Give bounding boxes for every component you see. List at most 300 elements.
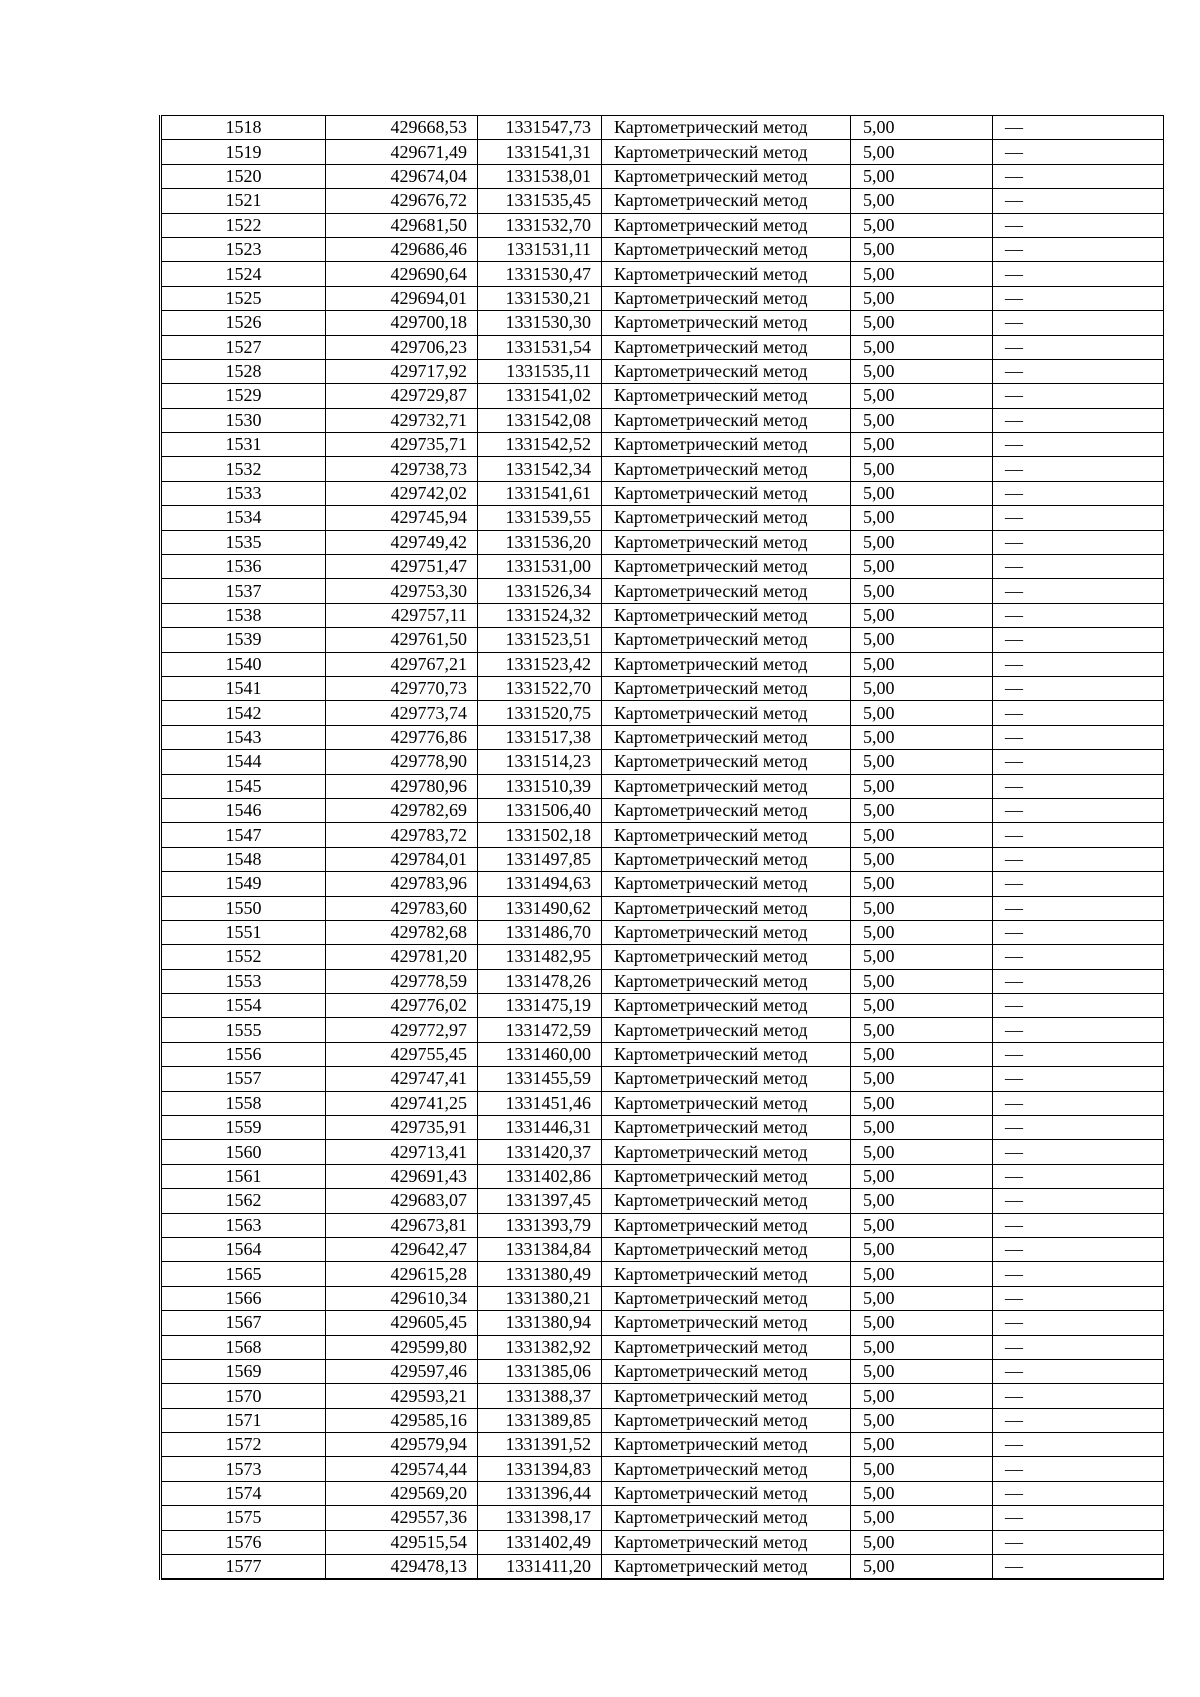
method-cell: Картометрический метод <box>602 140 851 164</box>
y-coordinate-cell: 1331523,42 <box>478 652 602 676</box>
x-coordinate-cell: 429770,73 <box>326 676 478 700</box>
point-number-cell: 1531 <box>161 433 326 457</box>
point-number-cell: 1547 <box>161 823 326 847</box>
method-cell: Картометрический метод <box>602 603 851 627</box>
method-cell: Картометрический метод <box>602 823 851 847</box>
x-coordinate-cell: 429671,49 <box>326 140 478 164</box>
y-coordinate-cell: 1331541,02 <box>478 384 602 408</box>
x-coordinate-cell: 429569,20 <box>326 1481 478 1505</box>
coordinates-table <box>159 115 1164 1580</box>
method-cell: Картометрический метод <box>602 1506 851 1530</box>
method-cell: Картометрический метод <box>602 701 851 725</box>
y-coordinate-cell: 1331538,01 <box>478 164 602 188</box>
table-row <box>161 798 1164 822</box>
accuracy-cell: 5,00 <box>851 286 993 310</box>
accuracy-cell: 5,00 <box>851 481 993 505</box>
x-coordinate-cell: 429767,21 <box>326 652 478 676</box>
accuracy-cell: 5,00 <box>851 311 993 335</box>
point-number-cell: 1541 <box>161 676 326 700</box>
accuracy-cell: 5,00 <box>851 433 993 457</box>
note-cell: — <box>993 1018 1164 1042</box>
point-number-cell: 1558 <box>161 1091 326 1115</box>
accuracy-cell: 5,00 <box>851 408 993 432</box>
y-coordinate-cell: 1331394,83 <box>478 1457 602 1481</box>
accuracy-cell: 5,00 <box>851 189 993 213</box>
x-coordinate-cell: 429690,64 <box>326 262 478 286</box>
accuracy-cell: 5,00 <box>851 823 993 847</box>
note-cell: — <box>993 1433 1164 1457</box>
table-row <box>161 262 1164 286</box>
method-cell: Картометрический метод <box>602 994 851 1018</box>
y-coordinate-cell: 1331490,62 <box>478 896 602 920</box>
table-row <box>161 189 1164 213</box>
method-cell: Картометрический метод <box>602 213 851 237</box>
note-cell: — <box>993 652 1164 676</box>
note-cell: — <box>993 359 1164 383</box>
point-number-cell: 1571 <box>161 1408 326 1432</box>
x-coordinate-cell: 429757,11 <box>326 603 478 627</box>
point-number-cell: 1542 <box>161 701 326 725</box>
y-coordinate-cell: 1331530,30 <box>478 311 602 335</box>
method-cell: Картометрический метод <box>602 847 851 871</box>
note-cell: — <box>993 1506 1164 1530</box>
accuracy-cell: 5,00 <box>851 335 993 359</box>
note-cell: — <box>993 1189 1164 1213</box>
point-number-cell: 1540 <box>161 652 326 676</box>
note-cell: — <box>993 1335 1164 1359</box>
note-cell: — <box>993 262 1164 286</box>
method-cell: Картометрический метод <box>602 189 851 213</box>
point-number-cell: 1557 <box>161 1067 326 1091</box>
accuracy-cell: 5,00 <box>851 1359 993 1383</box>
accuracy-cell: 5,00 <box>851 969 993 993</box>
x-coordinate-cell: 429642,47 <box>326 1237 478 1261</box>
table-row <box>161 725 1164 749</box>
point-number-cell: 1555 <box>161 1018 326 1042</box>
y-coordinate-cell: 1331547,73 <box>478 116 602 140</box>
point-number-cell: 1564 <box>161 1237 326 1261</box>
method-cell: Картометрический метод <box>602 408 851 432</box>
accuracy-cell: 5,00 <box>851 1262 993 1286</box>
method-cell: Картометрический метод <box>602 433 851 457</box>
point-number-cell: 1538 <box>161 603 326 627</box>
y-coordinate-cell: 1331478,26 <box>478 969 602 993</box>
point-number-cell: 1550 <box>161 896 326 920</box>
point-number-cell: 1536 <box>161 555 326 579</box>
point-number-cell: 1548 <box>161 847 326 871</box>
note-cell: — <box>993 603 1164 627</box>
method-cell: Картометрический метод <box>602 1018 851 1042</box>
x-coordinate-cell: 429691,43 <box>326 1164 478 1188</box>
accuracy-cell: 5,00 <box>851 530 993 554</box>
method-cell: Картометрический метод <box>602 311 851 335</box>
x-coordinate-cell: 429784,01 <box>326 847 478 871</box>
accuracy-cell: 5,00 <box>851 652 993 676</box>
note-cell: — <box>993 213 1164 237</box>
point-number-cell: 1533 <box>161 481 326 505</box>
point-number-cell: 1572 <box>161 1433 326 1457</box>
note-cell: — <box>993 1481 1164 1505</box>
y-coordinate-cell: 1331380,94 <box>478 1311 602 1335</box>
y-coordinate-cell: 1331497,85 <box>478 847 602 871</box>
table-row <box>161 1359 1164 1383</box>
method-cell: Картометрический метод <box>602 506 851 530</box>
table-row <box>161 823 1164 847</box>
x-coordinate-cell: 429717,92 <box>326 359 478 383</box>
note-cell: — <box>993 1164 1164 1188</box>
y-coordinate-cell: 1331402,49 <box>478 1530 602 1554</box>
method-cell: Картометрический метод <box>602 896 851 920</box>
y-coordinate-cell: 1331520,75 <box>478 701 602 725</box>
point-number-cell: 1521 <box>161 189 326 213</box>
x-coordinate-cell: 429676,72 <box>326 189 478 213</box>
y-coordinate-cell: 1331455,59 <box>478 1067 602 1091</box>
point-number-cell: 1576 <box>161 1530 326 1554</box>
table-row <box>161 603 1164 627</box>
table-row <box>161 506 1164 530</box>
accuracy-cell: 5,00 <box>851 872 993 896</box>
x-coordinate-cell: 429605,45 <box>326 1311 478 1335</box>
point-number-cell: 1552 <box>161 945 326 969</box>
x-coordinate-cell: 429753,30 <box>326 579 478 603</box>
x-coordinate-cell: 429668,53 <box>326 116 478 140</box>
y-coordinate-cell: 1331398,17 <box>478 1506 602 1530</box>
note-cell: — <box>993 774 1164 798</box>
point-number-cell: 1553 <box>161 969 326 993</box>
x-coordinate-cell: 429597,46 <box>326 1359 478 1383</box>
table-row <box>161 311 1164 335</box>
x-coordinate-cell: 429674,04 <box>326 164 478 188</box>
method-cell: Картометрический метод <box>602 774 851 798</box>
table-row <box>161 969 1164 993</box>
accuracy-cell: 5,00 <box>851 1042 993 1066</box>
table-row <box>161 1335 1164 1359</box>
method-cell: Картометрический метод <box>602 1457 851 1481</box>
point-number-cell: 1526 <box>161 311 326 335</box>
accuracy-cell: 5,00 <box>851 994 993 1018</box>
y-coordinate-cell: 1331502,18 <box>478 823 602 847</box>
y-coordinate-cell: 1331380,21 <box>478 1286 602 1310</box>
y-coordinate-cell: 1331531,54 <box>478 335 602 359</box>
table-row <box>161 994 1164 1018</box>
table-row <box>161 1140 1164 1164</box>
method-cell: Картометрический метод <box>602 530 851 554</box>
x-coordinate-cell: 429732,71 <box>326 408 478 432</box>
note-cell: — <box>993 1140 1164 1164</box>
note-cell: — <box>993 823 1164 847</box>
y-coordinate-cell: 1331494,63 <box>478 872 602 896</box>
y-coordinate-cell: 1331397,45 <box>478 1189 602 1213</box>
x-coordinate-cell: 429593,21 <box>326 1384 478 1408</box>
method-cell: Картометрический метод <box>602 1335 851 1359</box>
note-cell: — <box>993 481 1164 505</box>
note-cell: — <box>993 1091 1164 1115</box>
table-row <box>161 384 1164 408</box>
accuracy-cell: 5,00 <box>851 1335 993 1359</box>
y-coordinate-cell: 1331382,92 <box>478 1335 602 1359</box>
x-coordinate-cell: 429741,25 <box>326 1091 478 1115</box>
point-number-cell: 1537 <box>161 579 326 603</box>
y-coordinate-cell: 1331535,11 <box>478 359 602 383</box>
table-row <box>161 457 1164 481</box>
accuracy-cell: 5,00 <box>851 262 993 286</box>
method-cell: Картометрический метод <box>602 1237 851 1261</box>
note-cell: — <box>993 408 1164 432</box>
y-coordinate-cell: 1331522,70 <box>478 676 602 700</box>
accuracy-cell: 5,00 <box>851 676 993 700</box>
x-coordinate-cell: 429776,86 <box>326 725 478 749</box>
y-coordinate-cell: 1331420,37 <box>478 1140 602 1164</box>
accuracy-cell: 5,00 <box>851 750 993 774</box>
table-row <box>161 652 1164 676</box>
point-number-cell: 1562 <box>161 1189 326 1213</box>
note-cell: — <box>993 1042 1164 1066</box>
accuracy-cell: 5,00 <box>851 920 993 944</box>
x-coordinate-cell: 429706,23 <box>326 335 478 359</box>
coordinates-table-body <box>161 116 1164 1580</box>
x-coordinate-cell: 429713,41 <box>326 1140 478 1164</box>
method-cell: Картометрический метод <box>602 1213 851 1237</box>
method-cell: Картометрический метод <box>602 1384 851 1408</box>
table-row <box>161 1067 1164 1091</box>
method-cell: Картометрический метод <box>602 725 851 749</box>
method-cell: Картометрический метод <box>602 750 851 774</box>
accuracy-cell: 5,00 <box>851 1164 993 1188</box>
y-coordinate-cell: 1331526,34 <box>478 579 602 603</box>
point-number-cell: 1519 <box>161 140 326 164</box>
y-coordinate-cell: 1331530,21 <box>478 286 602 310</box>
accuracy-cell: 5,00 <box>851 1237 993 1261</box>
x-coordinate-cell: 429745,94 <box>326 506 478 530</box>
x-coordinate-cell: 429749,42 <box>326 530 478 554</box>
point-number-cell: 1522 <box>161 213 326 237</box>
accuracy-cell: 5,00 <box>851 359 993 383</box>
table-row <box>161 1384 1164 1408</box>
table-row <box>161 530 1164 554</box>
method-cell: Картометрический метод <box>602 1042 851 1066</box>
y-coordinate-cell: 1331524,32 <box>478 603 602 627</box>
method-cell: Картометрический метод <box>602 628 851 652</box>
y-coordinate-cell: 1331475,19 <box>478 994 602 1018</box>
x-coordinate-cell: 429700,18 <box>326 311 478 335</box>
table-row <box>161 237 1164 261</box>
accuracy-cell: 5,00 <box>851 1408 993 1432</box>
method-cell: Картометрический метод <box>602 652 851 676</box>
point-number-cell: 1524 <box>161 262 326 286</box>
table-row <box>161 896 1164 920</box>
note-cell: — <box>993 1213 1164 1237</box>
accuracy-cell: 5,00 <box>851 579 993 603</box>
x-coordinate-cell: 429585,16 <box>326 1408 478 1432</box>
accuracy-cell: 5,00 <box>851 1433 993 1457</box>
note-cell: — <box>993 750 1164 774</box>
note-cell: — <box>993 896 1164 920</box>
x-coordinate-cell: 429610,34 <box>326 1286 478 1310</box>
table-row <box>161 1530 1164 1554</box>
y-coordinate-cell: 1331517,38 <box>478 725 602 749</box>
point-number-cell: 1529 <box>161 384 326 408</box>
method-cell: Картометрический метод <box>602 1116 851 1140</box>
x-coordinate-cell: 429780,96 <box>326 774 478 798</box>
point-number-cell: 1565 <box>161 1262 326 1286</box>
note-cell: — <box>993 725 1164 749</box>
table-row <box>161 1262 1164 1286</box>
x-coordinate-cell: 429557,36 <box>326 1506 478 1530</box>
point-number-cell: 1520 <box>161 164 326 188</box>
x-coordinate-cell: 429761,50 <box>326 628 478 652</box>
method-cell: Картометрический метод <box>602 164 851 188</box>
table-row <box>161 676 1164 700</box>
table-row <box>161 1164 1164 1188</box>
method-cell: Картометрический метод <box>602 676 851 700</box>
table-row <box>161 213 1164 237</box>
note-cell: — <box>993 969 1164 993</box>
y-coordinate-cell: 1331486,70 <box>478 920 602 944</box>
note-cell: — <box>993 335 1164 359</box>
accuracy-cell: 5,00 <box>851 213 993 237</box>
accuracy-cell: 5,00 <box>851 1018 993 1042</box>
note-cell: — <box>993 847 1164 871</box>
accuracy-cell: 5,00 <box>851 1140 993 1164</box>
x-coordinate-cell: 429772,97 <box>326 1018 478 1042</box>
method-cell: Картометрический метод <box>602 384 851 408</box>
accuracy-cell: 5,00 <box>851 1555 993 1580</box>
table-row <box>161 481 1164 505</box>
note-cell: — <box>993 555 1164 579</box>
accuracy-cell: 5,00 <box>851 457 993 481</box>
note-cell: — <box>993 189 1164 213</box>
method-cell: Картометрический метод <box>602 798 851 822</box>
table-row <box>161 1433 1164 1457</box>
note-cell: — <box>993 1262 1164 1286</box>
table-row <box>161 1457 1164 1481</box>
y-coordinate-cell: 1331542,34 <box>478 457 602 481</box>
accuracy-cell: 5,00 <box>851 1311 993 1335</box>
note-cell: — <box>993 164 1164 188</box>
accuracy-cell: 5,00 <box>851 1213 993 1237</box>
note-cell: — <box>993 628 1164 652</box>
method-cell: Картометрический метод <box>602 920 851 944</box>
x-coordinate-cell: 429755,45 <box>326 1042 478 1066</box>
y-coordinate-cell: 1331532,70 <box>478 213 602 237</box>
table-row <box>161 359 1164 383</box>
point-number-cell: 1570 <box>161 1384 326 1408</box>
note-cell: — <box>993 1457 1164 1481</box>
x-coordinate-cell: 429783,60 <box>326 896 478 920</box>
accuracy-cell: 5,00 <box>851 1457 993 1481</box>
method-cell: Картометрический метод <box>602 1067 851 1091</box>
note-cell: — <box>993 676 1164 700</box>
point-number-cell: 1544 <box>161 750 326 774</box>
x-coordinate-cell: 429773,74 <box>326 701 478 725</box>
accuracy-cell: 5,00 <box>851 1530 993 1554</box>
y-coordinate-cell: 1331385,06 <box>478 1359 602 1383</box>
accuracy-cell: 5,00 <box>851 384 993 408</box>
method-cell: Картометрический метод <box>602 1262 851 1286</box>
x-coordinate-cell: 429783,96 <box>326 872 478 896</box>
table-row <box>161 335 1164 359</box>
accuracy-cell: 5,00 <box>851 603 993 627</box>
table-row <box>161 774 1164 798</box>
note-cell: — <box>993 457 1164 481</box>
note-cell: — <box>993 384 1164 408</box>
x-coordinate-cell: 429579,94 <box>326 1433 478 1457</box>
y-coordinate-cell: 1331384,84 <box>478 1237 602 1261</box>
y-coordinate-cell: 1331460,00 <box>478 1042 602 1066</box>
accuracy-cell: 5,00 <box>851 237 993 261</box>
x-coordinate-cell: 429694,01 <box>326 286 478 310</box>
point-number-cell: 1532 <box>161 457 326 481</box>
method-cell: Картометрический метод <box>602 116 851 140</box>
table-row <box>161 1091 1164 1115</box>
y-coordinate-cell: 1331402,86 <box>478 1164 602 1188</box>
note-cell: — <box>993 701 1164 725</box>
point-number-cell: 1554 <box>161 994 326 1018</box>
y-coordinate-cell: 1331541,31 <box>478 140 602 164</box>
x-coordinate-cell: 429781,20 <box>326 945 478 969</box>
note-cell: — <box>993 920 1164 944</box>
point-number-cell: 1534 <box>161 506 326 530</box>
table-row <box>161 628 1164 652</box>
accuracy-cell: 5,00 <box>851 847 993 871</box>
x-coordinate-cell: 429778,90 <box>326 750 478 774</box>
table-row <box>161 1116 1164 1140</box>
accuracy-cell: 5,00 <box>851 1067 993 1091</box>
note-cell: — <box>993 1067 1164 1091</box>
accuracy-cell: 5,00 <box>851 116 993 140</box>
point-number-cell: 1539 <box>161 628 326 652</box>
method-cell: Картометрический метод <box>602 359 851 383</box>
point-number-cell: 1560 <box>161 1140 326 1164</box>
note-cell: — <box>993 506 1164 530</box>
note-cell: — <box>1005 1556 1023 1577</box>
point-number-cell: 1525 <box>161 286 326 310</box>
y-coordinate-cell: 1331514,23 <box>478 750 602 774</box>
table-row <box>161 433 1164 457</box>
table-row <box>161 1481 1164 1505</box>
accuracy-cell: 5,00 <box>851 1481 993 1505</box>
point-number-cell: 1567 <box>161 1311 326 1335</box>
y-coordinate-cell: 1331380,49 <box>478 1262 602 1286</box>
point-number-cell: 1546 <box>161 798 326 822</box>
table-row <box>161 945 1164 969</box>
point-number-cell: 1566 <box>161 1286 326 1310</box>
note-cell: — <box>993 579 1164 603</box>
accuracy-cell: 5,00 <box>851 701 993 725</box>
x-coordinate-cell: 429574,44 <box>326 1457 478 1481</box>
method-cell: Картометрический метод <box>602 945 851 969</box>
note-cell: — <box>993 1530 1164 1554</box>
method-cell: Картометрический метод <box>602 1555 851 1580</box>
x-coordinate-cell: 429686,46 <box>326 237 478 261</box>
table-row <box>161 286 1164 310</box>
y-coordinate-cell: 1331530,47 <box>478 262 602 286</box>
accuracy-cell: 5,00 <box>851 1286 993 1310</box>
note-cell: — <box>993 433 1164 457</box>
y-coordinate-cell: 1331542,52 <box>478 433 602 457</box>
table-row <box>161 920 1164 944</box>
x-coordinate-cell: 429729,87 <box>326 384 478 408</box>
point-number-cell: 1551 <box>161 920 326 944</box>
accuracy-cell: 5,00 <box>851 140 993 164</box>
x-coordinate-cell: 429778,59 <box>326 969 478 993</box>
y-coordinate-cell: 1331510,39 <box>478 774 602 798</box>
method-cell: Картометрический метод <box>602 579 851 603</box>
note-cell: — <box>993 1384 1164 1408</box>
note-cell: — <box>993 286 1164 310</box>
note-cell: — <box>993 237 1164 261</box>
note-cell: — <box>993 798 1164 822</box>
